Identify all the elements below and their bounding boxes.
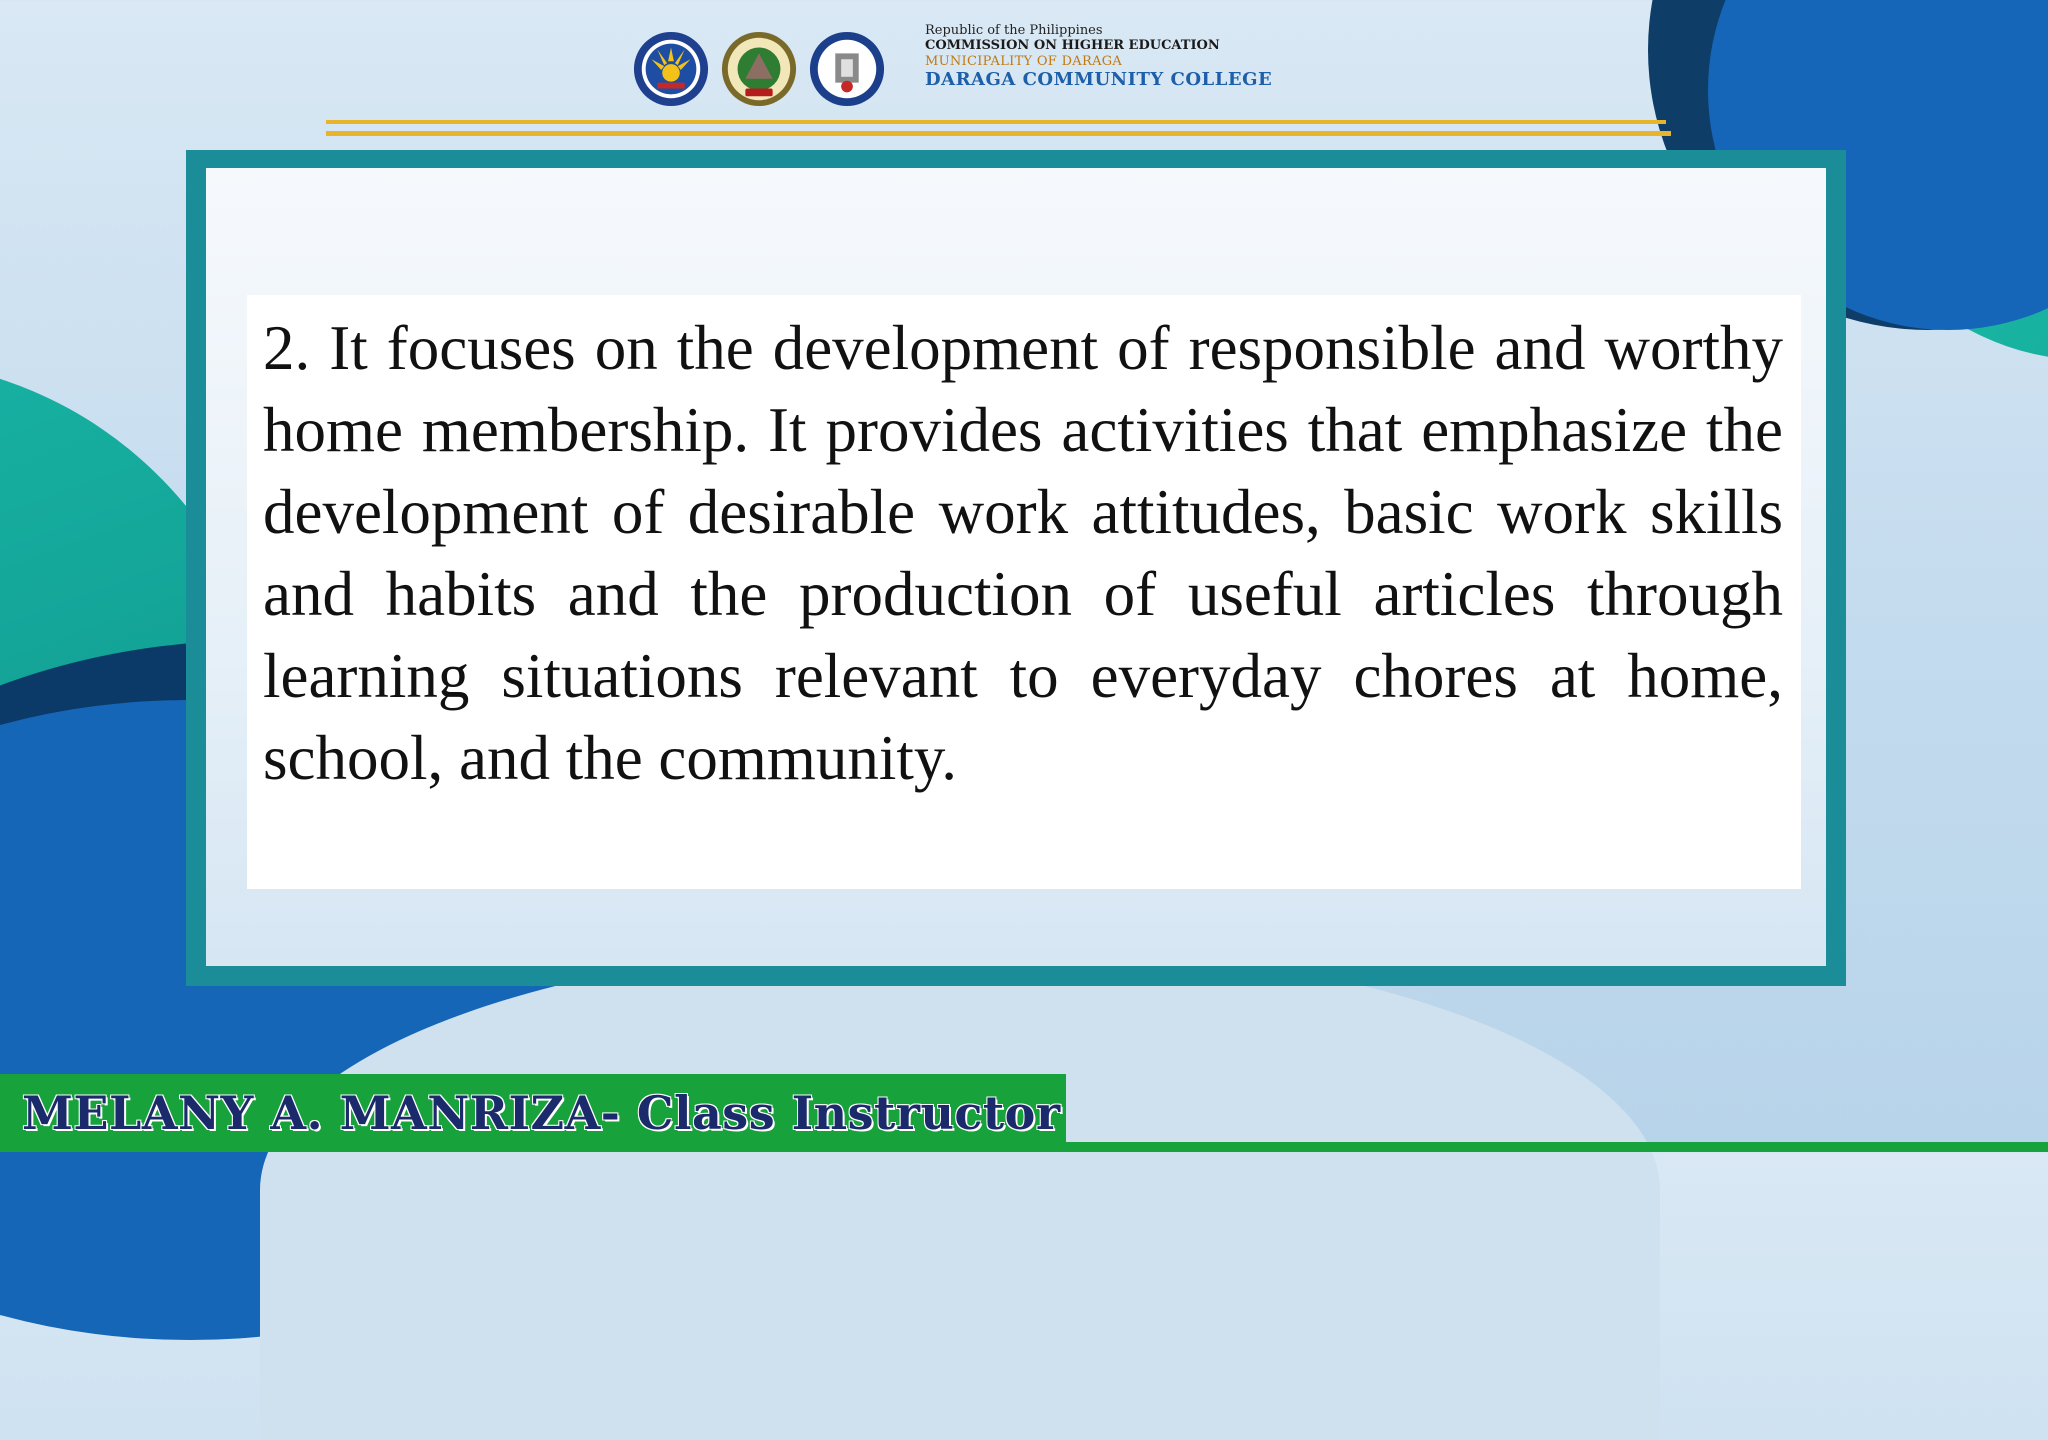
body-paragraph: 2. It focuses on the development of responsible and worthy home membership. It provides activities that emphasize the development of desirable work attitudes, basic work skills and habits and the production of useful articles through learning situations relevant to everyday chores at home, school, and the community.	[263, 313, 1783, 793]
content-box	[247, 295, 1801, 889]
municipality-seal-icon	[720, 30, 798, 108]
college-seal-icon	[808, 30, 886, 108]
header-municipality: MUNICIPALITY OF DARAGA	[925, 54, 1123, 69]
header-divider-top	[326, 120, 1666, 124]
header-logos	[632, 30, 886, 108]
bg-shape-bottom-light	[260, 940, 1660, 1440]
header-ched: COMMISSION ON HIGHER EDUCATION	[925, 38, 1220, 53]
header-text	[925, 24, 1272, 89]
footer-line	[1066, 1142, 2048, 1152]
ched-seal-icon	[632, 30, 710, 108]
header-college: DARAGA COMMUNITY COLLEGE	[925, 69, 1273, 90]
instructor-name: MELANY A. MANRIZA- Class Instructor	[22, 1086, 1061, 1140]
footer-bar	[0, 1074, 1066, 1152]
header-divider-bottom	[326, 131, 1671, 136]
header-republic: Republic of the Philippines	[925, 23, 1103, 38]
